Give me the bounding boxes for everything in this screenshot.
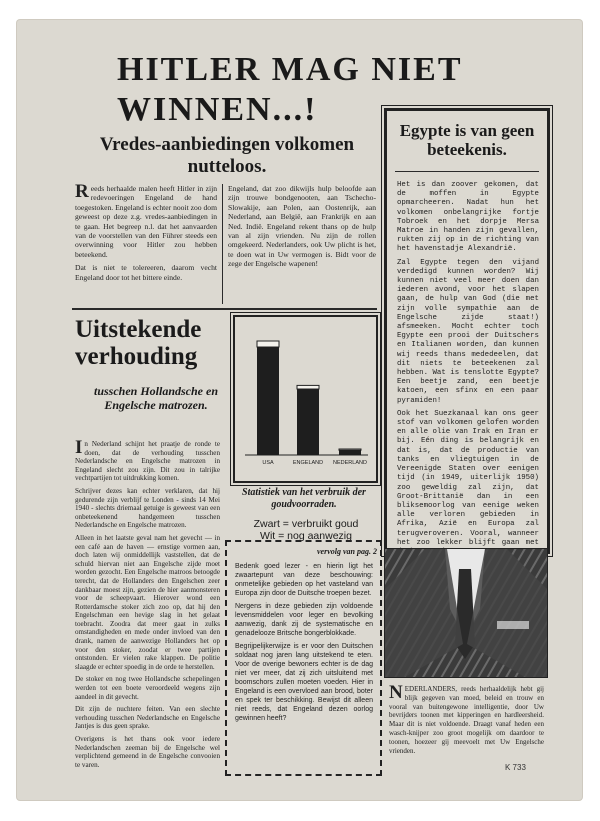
legend-black: Zwart = verbruikt goud [253, 518, 359, 530]
article-paragraph-1: n Nederland schijnt het praatje de ronde te doen, dat de verhouding tusschen Nederlandsche en Engelsche matrozen in Engeland slecht zou zijn. Dit zou in talrijke vechtpartijen tot uitdrukking komen. [75, 440, 220, 483]
article-paragraph-6: Overigens is het thans ook voor iedere Nederlandschen zeeman bij de Engelsche wel verplichtend gemeend in de Engelsche convooien te varen. [75, 735, 220, 769]
leaflet-page [17, 20, 582, 800]
headline-line-2: WINNEN...! [117, 91, 318, 128]
vervolg-title: vervolg van pag. 2 [317, 547, 377, 556]
egypt-paragraph-3: Ook het Suezkanaal kan ons geer stof van volkomen gelofen worden en alle olie van Irak en Iran er bij. Eén ding is belangrijk en dat is, dat de productie van tanks en vliegtuigen in de Vereenigde Staten over eenigen tijd (in 1949, uiterlijk 1950) zoo geweldig zal zijn, dat Groot-Brittanië dan in een bliksemoorlog van eenige weken alle verloren gebieden in Afrika, Azië en Europa zal terugveroveren. Vooral, wanneer het zoo lekker blijft gaan met [397, 409, 539, 547]
bar-used-engeland [297, 389, 319, 455]
tick-label-engeland: ENGELAND [292, 460, 324, 466]
egypt-title: Egypte is van geen beteekenis. [399, 121, 535, 159]
egypt-article-box [384, 108, 550, 554]
chart-title: Statistiek van het verbruik der goudvoorraden. [242, 487, 366, 510]
bar-remaining-engeland [297, 385, 319, 389]
leaflet-code: K 733 [505, 763, 526, 772]
egypt-paragraph-1: Het is dan zoover gekomen, dat de moffen in Egypte opmarcheeren. Nadat hun het volkomen onbelangrijke fortje Tobroek en het dorpje Mersa Matroe in handen zijn gevallen, rukten zij op in de richting van het havenstadje Alexandrië. [397, 181, 539, 254]
intro-paragraph-2: Dat is niet te tolereeren, daarom vecht Engeland door tot het bittere einde. [75, 263, 217, 282]
article-dropcap: I [75, 437, 83, 458]
vervolg-paragraph-2: Nergens in deze gebieden zijn voldoende levensmiddelen voor leger en bevolking aanwezig, dank zij de systematische en genadelooze Britsche bongerblokkade. [235, 603, 373, 637]
egypt-body [397, 181, 539, 561]
tick-label-usa: USA [262, 460, 274, 466]
article-title: Uitstekende verhouding [75, 316, 202, 370]
man-portrait-image [385, 549, 547, 677]
chart-legend [231, 518, 381, 542]
headline-line-1: HITLER MAG NIET [117, 51, 463, 88]
article-paragraph-5: Dit zijn de nuchtere feiten. Van een slechte verhouding tusschen Nederlandsche en Engelsche Jantjes is dus geen sprake. [75, 705, 220, 731]
intro-paragraph-1: eeds herhaalde malen heeft Hitler in zijn redevoeringen Engeland de hand toegestoken. Engeland is echter nooit zoo dom geweest op deze z.g. vredes-aanbiedingen in te gaan. Het begreep n.l. dat het aanvaarden van de voorstellen van den Führer steeds een overwinning voor Hitler zou hebben beteekend. [75, 184, 217, 259]
legend-white: Wit = nog aanwezig [260, 530, 352, 542]
vervolg-box [225, 540, 382, 776]
article-paragraph-2: Schrijver dezes kan echter verklaren, dat hij gedurende zijn verblijf te Londen - sinds 14 Mei 1940 - slechts driemaal getuige is geweest van een onbeteekenend handgemeen tusschen Nederlandsche en Engelsche matrozen. [75, 486, 220, 530]
subheadline: Vredes-aanbiedingen volkomen nutteloos. [99, 134, 355, 177]
intro-col2-paragraph: Engeland, dat zoo dikwijls hulp beloofde aan zijn trouwe bondgenooten, aan Tschecho-Slowakije, aan Polen, aan Oostenrijk, aan Nederland, aan België, aan Frankrijk en aan Ned. Indië. Engeland rekent thans op de hulp van al zijn vrienden. Nu zijn de rollen omgekeerd. Nederlanders, ook Uw plicht is het, te doen wat in Uw vermogen is. Bidt voor de zege der Engelsche wapenen! [228, 184, 376, 269]
nederlanders-text [389, 682, 544, 755]
column-divider [222, 184, 223, 304]
egypt-paragraph-2: Zal Egypte tegen den vijand verdedigd kunnen worden? Wij kunnen niet veel meer doen dan iederen avond, voor het slapen gaan, de hulp van God (die met zijn volle sympathie aan de Engelsche zijde staat!) afsmeeken. Mocht echter toch Egypte een prooi der Duitschers en Italianen worden, dan kunnen wij reeds thans mededeelen, dat dit niets te beteekenen zal hebben. Wat is tenslotte Egypte? Een beetje zand, een beetje katoen, een sfinx en een paar pyramiden! [397, 258, 539, 405]
vervolg-paragraph-1: Bedenk goed lezer - en hierin ligt het zwaartepunt van deze beschouwing: onmetelijke gebieden op het vasteland van Europa zijn door de Duitsche troepen bezet. [235, 563, 373, 597]
nederlanders-dropcap: N [389, 682, 403, 703]
article-paragraph-3: Alleen in het laatste geval nam het gevecht — in een café aan de haven — ernstige vormen aan, doch laten wij onmiddellijk vaststellen, dat de schuld hiervan niet aan Engelsche zijde moet worden gezocht. Een Engelsche matroos betoogde terecht, dat de Hollanders den Engelschen zeer dankbaar moest zijn, gezien de hier aanmonsteren voor de scheepvaart. Hierover wond een Rotterdamsche stoker zich zoo op, dat hij den Engelschman een hevige slag in het gelaat toebracht. Zoodra dat meer gaat in zulks omstandigheden en mede onder invloed van den drank, namen de aanwezige Hollanders het op voor den stoker, zoodat er twee partijen ontstonden. Er vielen rake klappen. De politie slaagde er echter spoedig in de orde te herstellen. [75, 533, 220, 671]
article-paragraph-4: De stoker en nog twee Hollandsche schepelingen werden tot een boete veroordeeld wegens zijn aandeel in dit gevecht. [75, 675, 220, 701]
bar-used-nederland [339, 450, 361, 455]
article-body [75, 437, 220, 773]
bar-remaining-nederland [339, 449, 361, 450]
egypt-rule [395, 171, 539, 172]
gold-chart [235, 317, 376, 481]
intro-column-1 [75, 181, 217, 286]
bar-used-usa [257, 347, 279, 455]
vervolg-paragraph-3: Begrijpelijkerwijze is er voor den Duitschen soldaat nog jaren lang uitstekend te eten. Voor de overige bewoners echter is de dag niet ver meer, dat zij zich uitsluitend met boomschors zullen moeten voeden. Hier in Engeland is een overvloed aan brood, boter en spek ter beschikking. Bewijst dit alleen niet reeds, dat Engeland dezen oorlog gewinnen heeft? [235, 643, 373, 722]
vervolg-body [235, 562, 373, 727]
gold-chart-frame [233, 315, 378, 483]
man-photo [384, 548, 548, 678]
horizontal-rule [72, 308, 377, 310]
intro-dropcap: R [75, 181, 89, 202]
bar-remaining-usa [257, 341, 279, 347]
intro-column-2 [228, 184, 376, 273]
tick-label-nederland: NEDERLAND [333, 460, 367, 466]
article-subtitle: tusschen Hollandsche en Engelsche matrozen. [93, 384, 219, 412]
nederlanders-body: EDERLANDERS, reeds herhaaldelijk hebt gij blijk gegeven van moed, beleid en trouw en vooral van buitengewone intelligentie, door Uw bevrijders toonen met kipperingen en hardleersheid. Maar dit is niet voldoende. Draagt vanaf heden een wasch-knijper zoo groot mogelijk om daardoor te toonen, hoezeer gij meevoelt met Uw Engelsche vrienden. [389, 685, 544, 755]
